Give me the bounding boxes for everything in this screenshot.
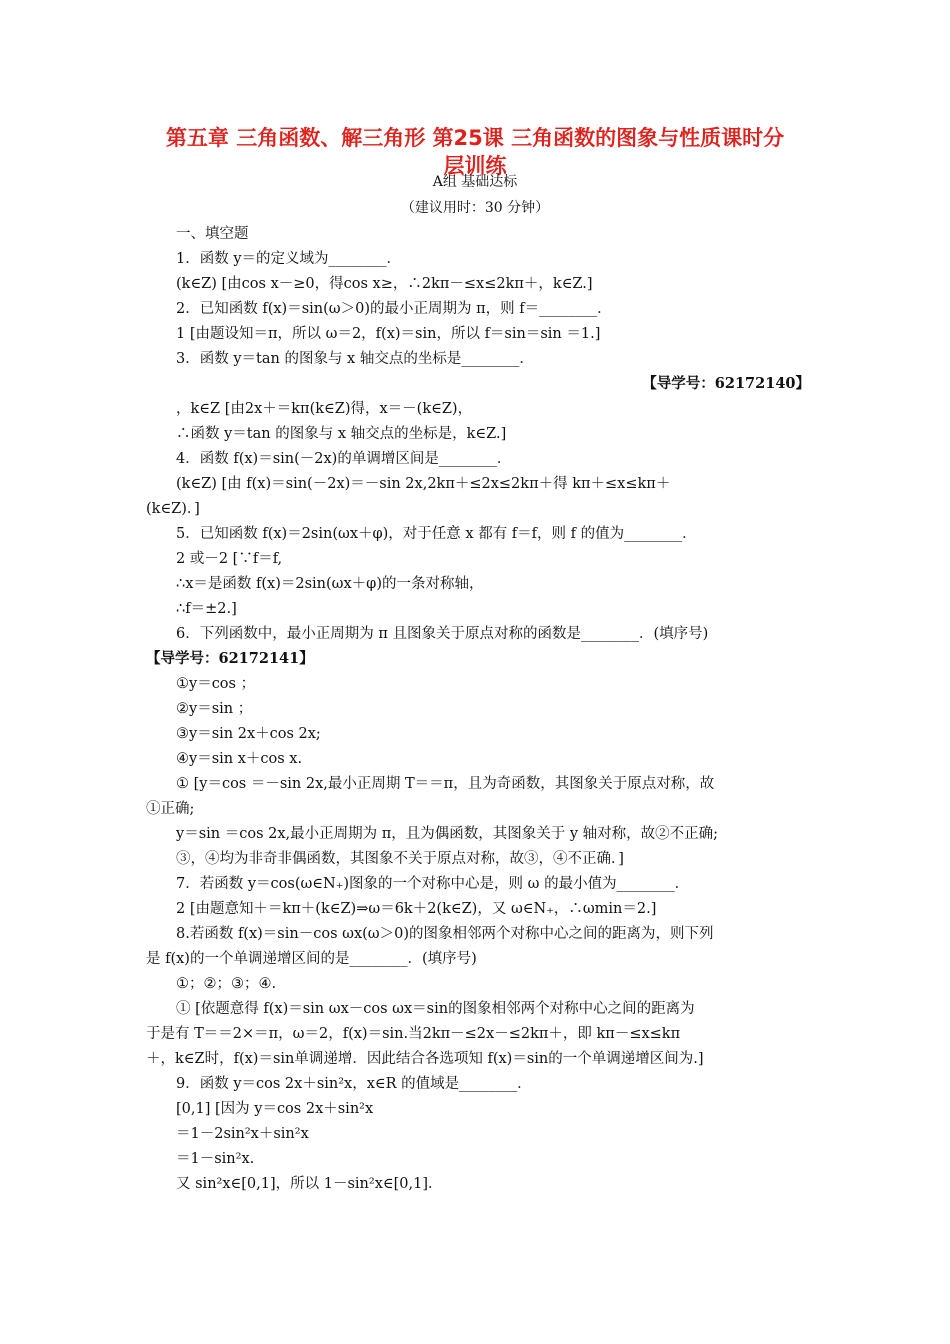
answer-6-line-2: ①正确; bbox=[146, 801, 195, 817]
question-8: 8.若函数 f(x)＝sin－cos ωx(ω＞0)的图象相邻两个对称中心之间的距离为，则下列 bbox=[176, 926, 714, 942]
guide-number: 【导学号：62172141】 bbox=[146, 650, 314, 667]
option-2: ②y＝sin ； bbox=[176, 701, 253, 717]
time-note: （建议用时：30 分钟） bbox=[400, 200, 550, 216]
answer-8-line-2: 于是有 T＝＝2×＝π，ω＝2，f(x)＝sin.当2kπ－≤2x－≤2kπ＋，即 kπ－≤x≤kπ bbox=[146, 1026, 681, 1042]
answer-4: (k∈Z) [由 f(x)＝sin(－2x)＝－sin 2x,2kπ＋≤2x≤2kπ＋得 kπ＋≤x≤kπ＋ bbox=[176, 476, 671, 492]
answer-4-line-2: (k∈Z)．] bbox=[146, 501, 200, 517]
option-1: ①y＝cos ； bbox=[176, 676, 256, 692]
title-line-2: 层训练 bbox=[443, 154, 507, 178]
answer-9-line-2: ＝1－2sin²x＋sin²x bbox=[176, 1126, 309, 1142]
question-8-line-2: 是 f(x)的一个单调递增区间的是________．(填序号) bbox=[146, 951, 477, 967]
question-5: 5．已知函数 f(x)＝2sin(ωx＋φ)，对于任意 x 都有 f＝f，则 f 的值为________． bbox=[176, 526, 697, 542]
answer-5: 2 或－2 [∵f＝f, bbox=[176, 551, 283, 567]
option-4: ④y＝sin x＋cos x. bbox=[176, 751, 303, 767]
question-6: 6．下列函数中，最小正周期为 π 且图象关于原点对称的函数是________．(填序号) bbox=[176, 626, 709, 642]
question-9: 9．函数 y＝cos 2x＋sin²x，x∈R 的值域是________． bbox=[176, 1076, 532, 1092]
answer-9: [0,1] [因为 y＝cos 2x＋sin²x bbox=[176, 1101, 374, 1117]
title-line-1: 第五章 三角函数、解三角形 第25课 三角函数的图象与性质课时分 bbox=[165, 126, 785, 150]
group-heading: A组 基础达标 bbox=[432, 174, 518, 190]
answer-3: ，k∈Z [由2x＋＝kπ(k∈Z)得，x＝－(k∈Z)， bbox=[176, 401, 473, 417]
answer-1: (k∈Z) [由cos x－≥0，得cos x≥，∴2kπ－≤x≤2kπ＋，k∈Z.] bbox=[176, 276, 593, 292]
answer-7: 2 [由题意知＋＝kπ＋(k∈Z)⇒ω＝6k＋2(k∈Z)，又 ω∈N₊，∴ωmin＝2.] bbox=[176, 901, 657, 917]
question-1: 1．函数 y＝的定义域为________． bbox=[176, 251, 402, 267]
answer-6-line-4: ③，④均为非奇非偶函数，其图象不关于原点对称，故③，④不正确．] bbox=[176, 851, 624, 867]
question-4: 4．函数 f(x)＝sin(－2x)的单调增区间是________． bbox=[176, 451, 512, 467]
answer-6-line-3: y＝sin ＝cos 2x,最小正周期为 π，且为偶函数，其图象关于 y 轴对称，故②不正确; bbox=[176, 826, 719, 842]
answer-8-line-3: ＋，k∈Z时，f(x)＝sin单调递增．因此结合各选项知 f(x)＝sin的一个单调递增区间为.] bbox=[146, 1051, 704, 1067]
answer-9-line-4: 又 sin²x∈[0,1]，所以 1－sin²x∈[0,1]． bbox=[176, 1176, 443, 1192]
question-7: 7．若函数 y＝cos(ω∈N₊)图象的一个对称中心是，则 ω 的最小值为________． bbox=[176, 876, 690, 892]
answer-5-line-2: ∴x＝是函数 f(x)＝2sin(ωx＋φ)的一条对称轴， bbox=[176, 576, 484, 592]
answer-3-line-2: ∴函数 y＝tan 的图象与 x 轴交点的坐标是，k∈Z.] bbox=[176, 426, 507, 442]
answer-9-line-3: ＝1－sin²x. bbox=[176, 1151, 255, 1167]
answer-6: ① [y＝cos ＝－sin 2x,最小正周期 T＝＝π，且为奇函数，其图象关于原点对称，故 bbox=[176, 776, 715, 792]
question-2: 2．已知函数 f(x)＝sin(ω＞0)的最小正周期为 π，则 f＝________． bbox=[176, 301, 612, 317]
answer-8: ① [依题意得 f(x)＝sin ωx－cos ωx＝sin的图象相邻两个对称中心之间的距离为 bbox=[176, 1001, 695, 1017]
section-heading: 一、填空题 bbox=[176, 226, 249, 242]
options-8: ①；②；③；④. bbox=[176, 976, 277, 992]
guide-number: 【导学号：62172140】 bbox=[642, 375, 810, 392]
option-3: ③y＝sin 2x＋cos 2x; bbox=[176, 726, 321, 742]
answer-2: 1 [由题设知＝π，所以 ω＝2，f(x)＝sin，所以 f＝sin＝sin ＝1.] bbox=[176, 326, 601, 342]
question-3: 3．函数 y＝tan 的图象与 x 轴交点的坐标是________． bbox=[176, 351, 534, 367]
answer-5-line-3: ∴f＝±2.] bbox=[176, 601, 237, 617]
